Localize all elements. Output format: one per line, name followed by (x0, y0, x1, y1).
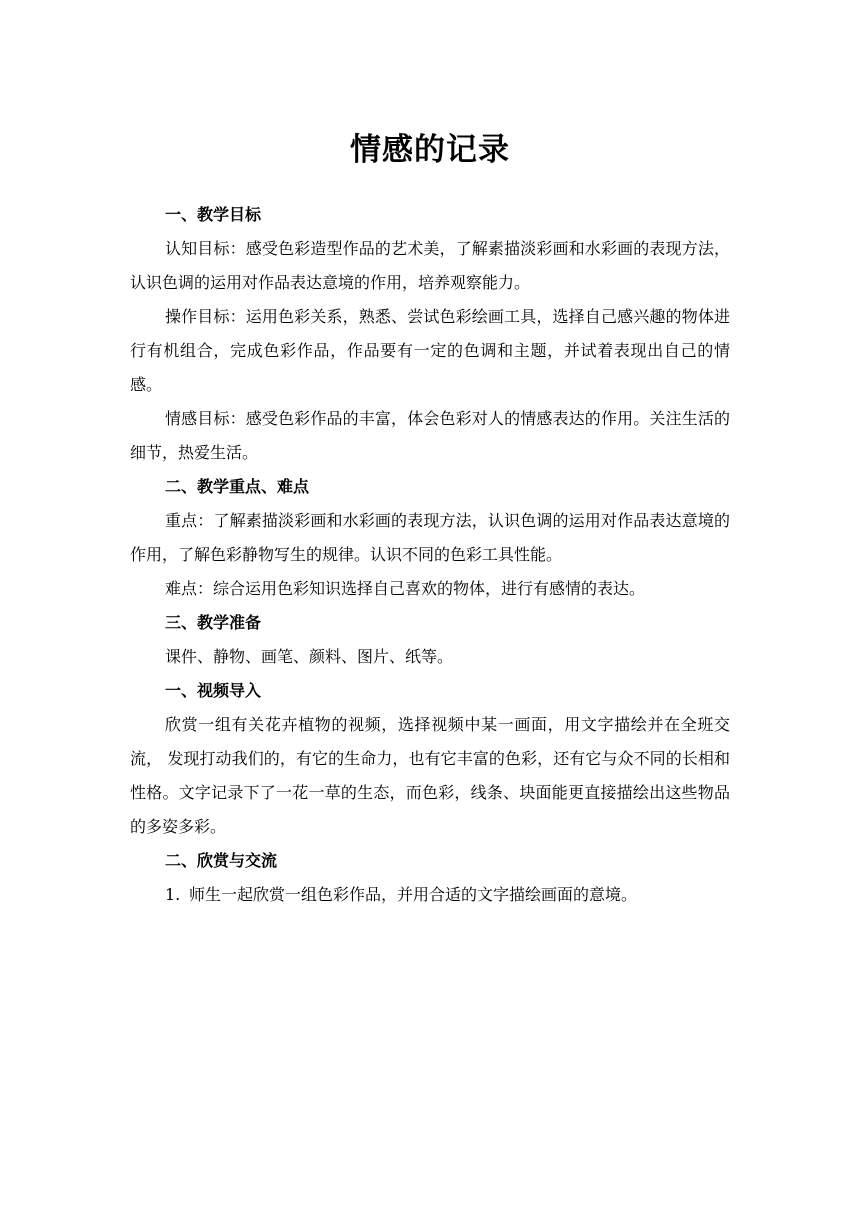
section-heading: 三、教学准备 (165, 613, 262, 632)
paragraph: 难点：综合运用色彩知识选择自己喜欢的物体，进行有感情的表达。 (165, 579, 646, 598)
section-heading: 一、教学目标 (165, 205, 262, 224)
paragraph: 课件、静物、画笔、颜料、图片、纸等。 (165, 647, 454, 666)
list-item (130, 878, 730, 912)
section-heading: 二、欣赏与交流 (165, 851, 278, 870)
document-body (130, 198, 730, 912)
paragraph: 操作目标：运用色彩关系，熟悉、尝试色彩绘画工具，选择自己感兴趣的物体进行有机组合，完成色彩作品，作品要有一定的色调和主题，并试着表现出自己的情感。 (130, 307, 730, 394)
paragraph: 认知目标：感受色彩造型作品的艺术美，了解素描淡彩画和水彩画的表现方法，认识色调的运用对作品表达意境的作用，培养观察能力。 (130, 239, 730, 292)
list-item-text: 师生一起欣赏一组色彩作品，并用合适的文字描绘画面的意境。 (189, 885, 638, 904)
paragraph: 欣赏一组有关花卉植物的视频，选择视频中某一画面，用文字描绘并在全班交流， 发现打动我们的，有它的生命力，也有它丰富的色彩，还有它与众不同的长相和性格。文字记录下了一花一草的生态，而色彩，线条、块面能更直接描绘出这些物品的多姿多彩。 (130, 715, 730, 836)
section-heading: 二、教学重点、难点 (165, 477, 310, 496)
section-heading: 一、视频导入 (165, 681, 262, 700)
paragraph: 重点：了解素描淡彩画和水彩画的表现方法，认识色调的运用对作品表达意境的作用，了解色彩静物写生的规律。认识不同的色彩工具性能。 (130, 511, 730, 564)
document-title: 情感的记录 (350, 132, 510, 168)
list-item-number: 1. (165, 885, 181, 904)
paragraph: 情感目标：感受色彩作品的丰富，体会色彩对人的情感表达的作用。关注生活的细节，热爱生活。 (130, 409, 730, 462)
